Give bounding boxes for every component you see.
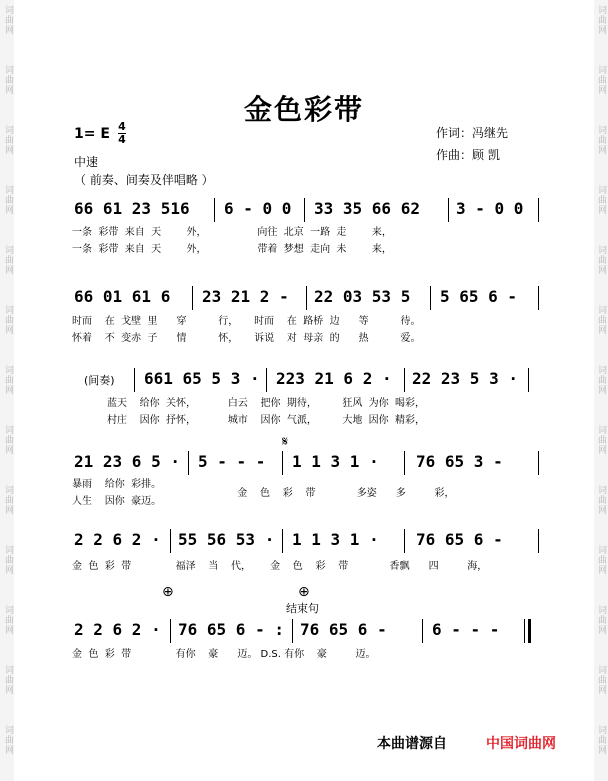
lyric-line: 时而 在 戈壁 里 穿 行， 时而 在 路桥 边 等 待。 xyxy=(72,316,421,327)
interlude-label: (间奏) xyxy=(84,374,115,387)
measure: 76 65 6 - : xyxy=(178,620,284,639)
measure: 76 65 3 - xyxy=(416,452,503,471)
segno-sign: 𝄋 xyxy=(282,434,289,450)
watermark: 词曲网 xyxy=(596,665,606,695)
barline xyxy=(538,451,539,475)
watermark: 词曲网 xyxy=(596,485,606,515)
barline xyxy=(192,286,193,310)
watermark: 词曲网 xyxy=(3,425,13,455)
barline xyxy=(170,619,171,643)
meter-top: 4 xyxy=(118,120,126,133)
lyric-line: 暴雨 给你 彩排。 xyxy=(72,479,162,490)
meter-bottom: 4 xyxy=(118,133,126,146)
watermark: 词曲网 xyxy=(596,125,606,155)
barline xyxy=(134,368,135,392)
coda-sign: ⊕ xyxy=(298,584,310,600)
barline xyxy=(404,451,405,475)
watermark: 词曲网 xyxy=(3,245,13,275)
source-text: 本曲谱源自 xyxy=(377,736,447,752)
key-signature: 1= E xyxy=(74,126,110,142)
measure: 5 - - - xyxy=(198,452,266,471)
barline xyxy=(448,198,449,222)
final-barline xyxy=(524,619,525,643)
measure: 661 65 5 3 · xyxy=(144,369,260,388)
watermark: 词曲网 xyxy=(3,305,13,335)
watermark: 词曲网 xyxy=(3,605,13,635)
watermark: 词曲网 xyxy=(596,605,606,635)
watermark: 词曲网 xyxy=(3,65,13,95)
measure: 22 03 53 5 xyxy=(314,287,411,306)
measure: 6 - 0 0 xyxy=(224,199,292,218)
song-title: 金色彩带 xyxy=(243,93,364,126)
final-barline-thick xyxy=(528,619,531,643)
barline xyxy=(170,529,171,553)
lyric-line: 村庄 因你 抒怀， 城市 因你 气派， 大地 因你 精彩， xyxy=(72,415,426,426)
measure: 2 2 6 2 · xyxy=(74,530,161,549)
watermark: 词曲网 xyxy=(596,425,606,455)
measure: 223 21 6 2 · xyxy=(276,369,392,388)
time-signature xyxy=(117,121,127,146)
measure: 55 56 53 · xyxy=(178,530,275,549)
source-brand[interactable]: 中国词曲网 xyxy=(486,736,556,752)
measure: 21 23 6 5 · xyxy=(74,452,180,471)
watermark: 词曲网 xyxy=(596,65,606,95)
watermark: 词曲网 xyxy=(596,245,606,275)
measure: 66 61 23 516 xyxy=(74,199,190,218)
measure: 22 23 5 3 · xyxy=(412,369,518,388)
barline xyxy=(188,451,189,475)
barline xyxy=(538,286,539,310)
lyric-line: 一条 彩带 来自 天 外， 向往 北京 一路 走 来， xyxy=(72,227,392,238)
watermark: 词曲网 xyxy=(3,5,13,35)
measure: 33 35 66 62 xyxy=(314,199,420,218)
barline xyxy=(304,198,305,222)
lyric-line: 人生 因你 豪迈。 xyxy=(72,496,162,507)
lyric-line: 怀着 不 变赤 子 情 怀， 诉说 对 母亲 的 热 爱。 xyxy=(72,333,421,344)
barline xyxy=(214,198,215,222)
watermark: 词曲网 xyxy=(3,545,13,575)
tempo-marking: 中速 xyxy=(74,155,99,169)
lyric-line: 金 色 彩 带 有你 豪 迈。 D.S. 有你 豪 迈。 xyxy=(72,649,376,660)
measure: 1 1 3 1 · xyxy=(292,530,379,549)
barline xyxy=(266,368,267,392)
measure: 76 65 6 - xyxy=(300,620,387,639)
watermark: 词曲网 xyxy=(3,365,13,395)
barline xyxy=(282,451,283,475)
watermark: 词曲网 xyxy=(596,365,606,395)
barline xyxy=(422,619,423,643)
coda-sign: ⊕ xyxy=(162,584,174,600)
lyric-line: 蓝天 给你 关怀， 白云 把你 期待， 狂风 为你 喝彩， xyxy=(72,398,426,409)
watermark: 词曲网 xyxy=(596,5,606,35)
intro-note: （ 前奏、间奏及伴唱略 ） xyxy=(74,173,214,187)
watermark: 词曲网 xyxy=(596,305,606,335)
measure: 66 01 61 6 xyxy=(74,287,171,306)
barline xyxy=(538,198,539,222)
watermark: 词曲网 xyxy=(3,725,13,755)
barline xyxy=(404,529,405,553)
measure: 3 - 0 0 xyxy=(456,199,524,218)
measure: 2 2 6 2 · xyxy=(74,620,161,639)
watermark: 词曲网 xyxy=(596,185,606,215)
watermark: 词曲网 xyxy=(596,545,606,575)
barline xyxy=(430,286,431,310)
lyric-line: 金 色 彩 带 福泽 当 代， 金 色 彩 带 香飘 四 海， xyxy=(72,561,488,572)
watermark: 词曲网 xyxy=(3,665,13,695)
barline xyxy=(404,368,405,392)
ending-label: 结束句 xyxy=(286,602,319,615)
composer-credit: 作曲：顾 凯 xyxy=(436,148,500,162)
watermark: 词曲网 xyxy=(3,125,13,155)
measure: 6 - - - xyxy=(432,620,500,639)
lyricist-credit: 作词：冯继先 xyxy=(436,126,509,140)
barline xyxy=(538,529,539,553)
barline xyxy=(282,529,283,553)
measure: 23 21 2 - xyxy=(202,287,289,306)
barline xyxy=(528,368,529,392)
watermark: 词曲网 xyxy=(596,725,606,755)
barline xyxy=(306,286,307,310)
lyric-line: 一条 彩带 来自 天 外， 带着 梦想 走向 未 来， xyxy=(72,244,392,255)
measure: 5 65 6 - xyxy=(440,287,518,306)
lyric-line: 金 色 彩 带 多姿 多 彩， xyxy=(72,488,455,499)
watermark: 词曲网 xyxy=(3,485,13,515)
watermark: 词曲网 xyxy=(3,185,13,215)
barline xyxy=(292,619,293,643)
measure: 76 65 6 - xyxy=(416,530,503,549)
measure: 1 1 3 1 · xyxy=(292,452,379,471)
